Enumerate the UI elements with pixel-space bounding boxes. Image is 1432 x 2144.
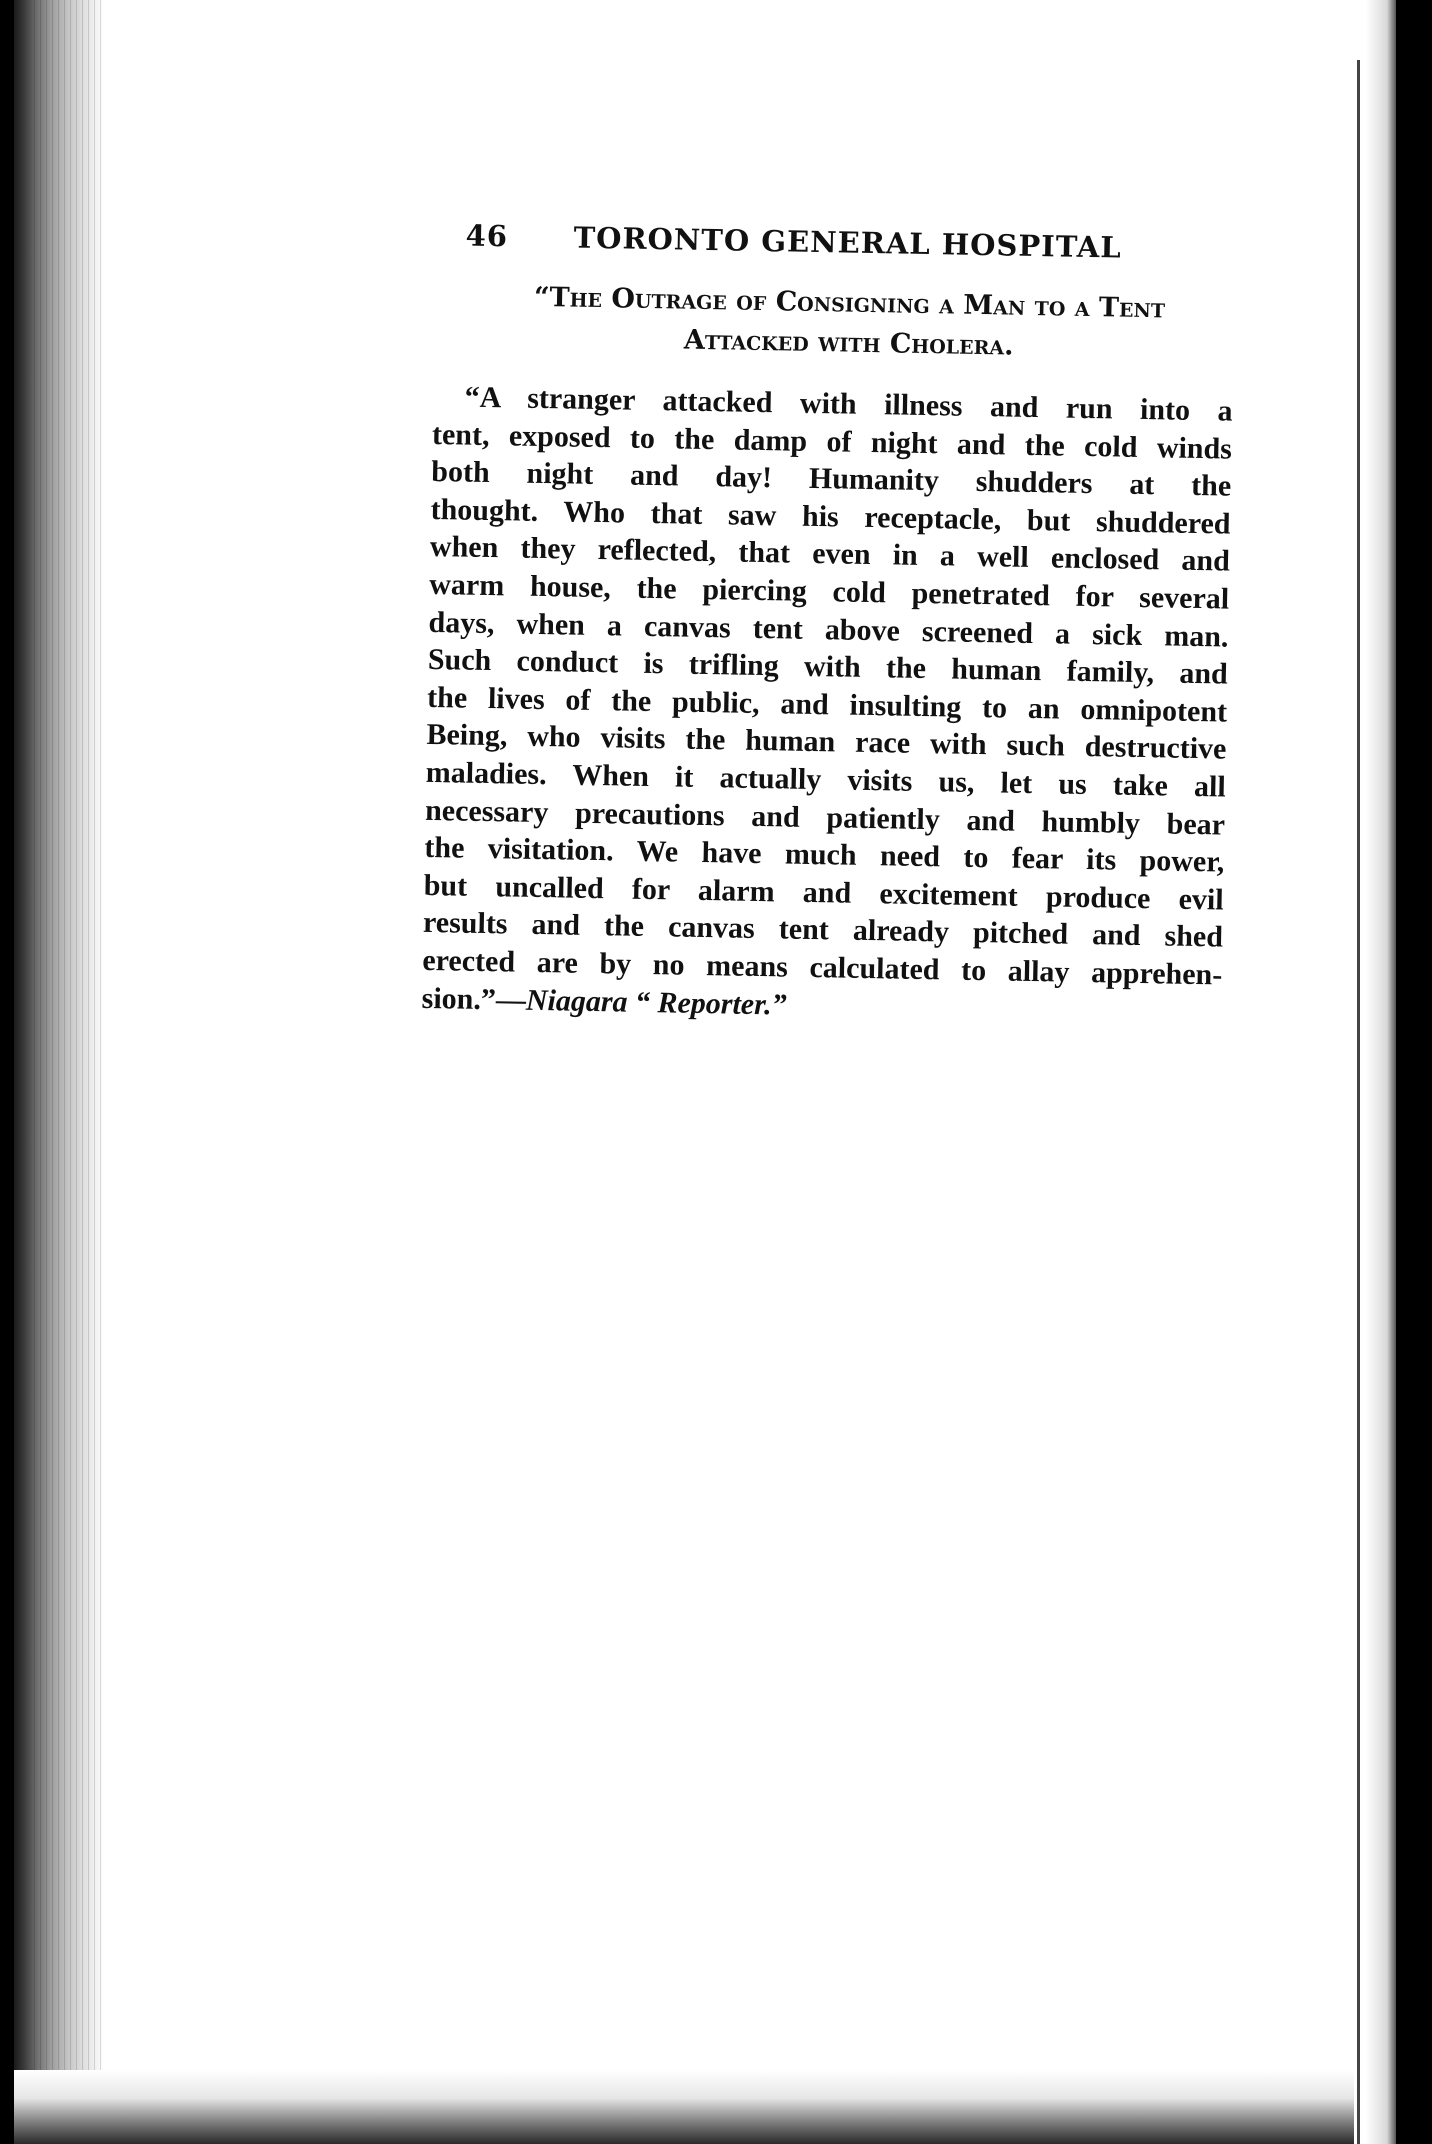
bottom-page-edge: [14, 2070, 1354, 2144]
page-number: 46: [465, 218, 509, 254]
body-line: tent, exposed to the damp of night and the cold winds: [431, 417, 1233, 466]
body-line: “A stranger attacked with illness and run into a: [464, 380, 1233, 428]
body-line: days, when a canvas tent above screened a sick man.: [428, 605, 1229, 654]
body-line: Such conduct is trifling with the human family, and: [427, 643, 1229, 691]
gutter-shadow: [1366, 0, 1396, 2144]
page-edge-lines: [34, 0, 104, 2144]
body-line: Being, who visits the human race with such destructive: [426, 718, 1227, 766]
body-line: but uncalled for alarm and excitement produce evil: [423, 868, 1224, 917]
article-title: [433, 276, 1234, 371]
running-head: [465, 219, 1235, 267]
body-line: when they reflected, that even in a well enclosed and: [429, 530, 1231, 578]
article-title-line-2: Attacked with Cholera.: [683, 324, 1014, 362]
body-line: the lives of the public, and insulting to an omnipotent: [426, 680, 1228, 729]
facing-page-edge: [1357, 60, 1360, 2144]
printed-page: [421, 218, 1236, 1032]
book-spine-shadow: [0, 0, 14, 2144]
body-line: the visitation. We have much need to fear its power,: [424, 831, 1225, 879]
right-border: [1396, 0, 1432, 2144]
body-line: warm house, the piercing cold penetrated for several: [428, 567, 1230, 616]
source-citation: Niagara “ Reporter.”: [525, 983, 788, 1022]
body-line: thought. Who that saw his receptacle, but shuddered: [430, 492, 1231, 541]
running-title: TORONTO GENERAL HOSPITAL: [573, 220, 1122, 265]
article-body: [421, 378, 1233, 1032]
body-line: necessary precautions and patiently and humbly bear: [424, 793, 1226, 842]
body-line: maladies. When it actually visits us, let us take all: [425, 755, 1227, 804]
body-line: results and the canvas tent already pitched and shed: [422, 906, 1224, 954]
article-title-line-1: “The Outrage of Consigning a Man to a Tent: [533, 281, 1166, 325]
body-line-final-text: sion.”—: [421, 981, 527, 1017]
page-block-edge: [14, 0, 104, 2144]
body-line: erected are by no means calculated to allay apprehen-: [422, 943, 1223, 992]
body-line: both night and day! Humanity shudders at the: [431, 455, 1232, 503]
